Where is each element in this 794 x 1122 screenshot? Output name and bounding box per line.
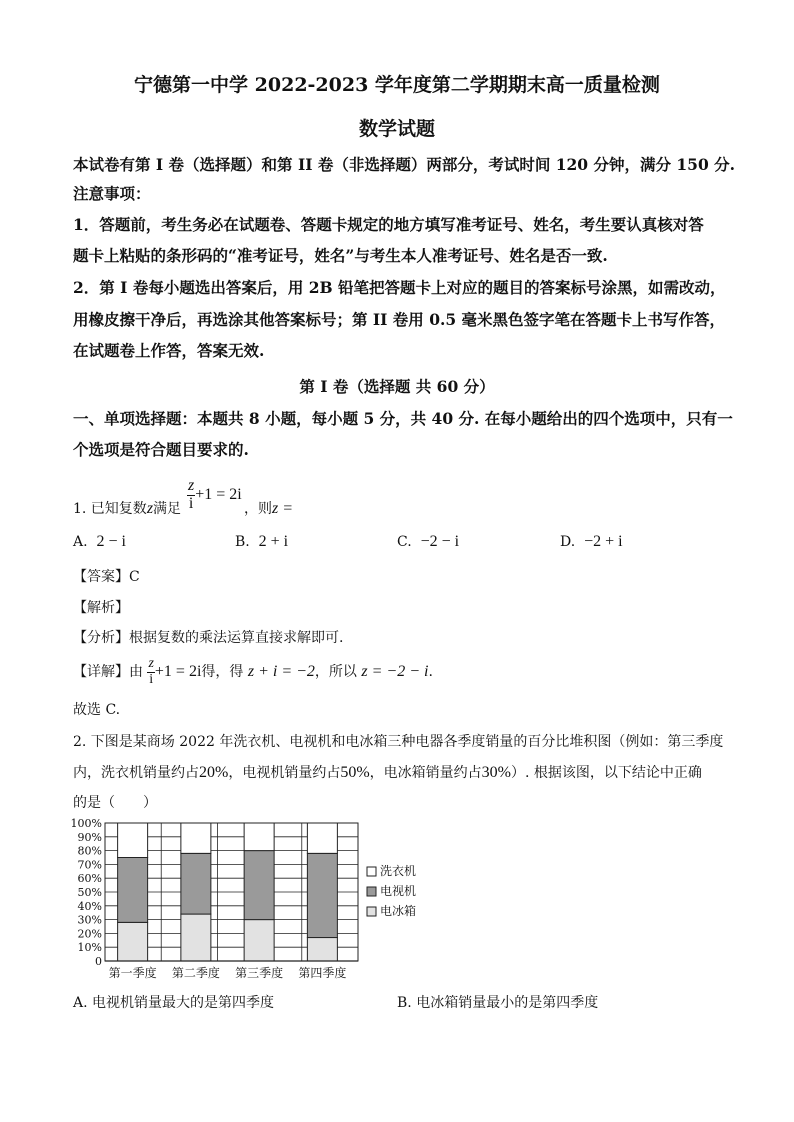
x-tick-label: 第三季度 bbox=[235, 966, 284, 980]
option-value: −2 + i bbox=[584, 533, 623, 550]
q1-var-z: z bbox=[146, 500, 154, 517]
detail-frac-num: z bbox=[148, 656, 154, 671]
y-tick-label: 50% bbox=[77, 886, 102, 899]
bar-segment-洗衣机 bbox=[244, 823, 274, 851]
notice-1-line-a: 1．答题前，考生务必在试题卷、答题卡规定的地方填写准考证号、姓名，考生要认真核对答 bbox=[73, 215, 704, 234]
q2-stem-a: 2. 下图是某商场 2022 年洗衣机、电视机和电冰箱三种电器各季度销量的百分比堆积图（例如：第三季度 bbox=[73, 734, 724, 750]
y-tick-label: 40% bbox=[77, 899, 102, 913]
q2-pct2: 50% bbox=[340, 764, 370, 781]
stacked-bar-chart bbox=[66, 815, 436, 985]
q2-pct1: 20% bbox=[199, 764, 229, 781]
bar-segment-洗衣机 bbox=[181, 823, 211, 853]
q1-option-c bbox=[397, 533, 459, 551]
bar-segment-电视机 bbox=[244, 851, 274, 920]
notice-heading: 注意事项： bbox=[73, 184, 151, 203]
detail-tag: 【详解】由 bbox=[73, 664, 143, 681]
y-tick-label: 100% bbox=[70, 817, 102, 830]
option-label: D. bbox=[560, 534, 576, 550]
q1-equation bbox=[187, 478, 242, 513]
intro-line: 本试卷有第 I 卷（选择题）和第 II 卷（非选择题）两部分，考试时间 120 分钟，满分 150 分. bbox=[73, 155, 736, 174]
x-tick-label: 第二季度 bbox=[171, 966, 220, 980]
legend-label: 洗衣机 bbox=[380, 864, 417, 878]
y-tick-label: 80% bbox=[77, 844, 102, 858]
legend-swatch bbox=[367, 907, 376, 916]
q1-answer: 【答案】C bbox=[73, 569, 140, 585]
q1-detail bbox=[73, 657, 433, 687]
detail-t2: ，所以 bbox=[314, 664, 357, 681]
q1-option-b bbox=[235, 533, 288, 551]
legend-swatch bbox=[367, 867, 376, 876]
q2-b2: ，电视机销量约占 bbox=[228, 765, 341, 781]
bar-segment-电冰箱 bbox=[307, 938, 337, 961]
option-label: C. bbox=[397, 534, 412, 550]
option-value: 2 − i bbox=[96, 533, 126, 550]
option-label: B. bbox=[397, 995, 412, 1011]
legend-label: 电冰箱 bbox=[380, 904, 417, 918]
y-tick-label: 70% bbox=[77, 858, 102, 872]
option-label: B. bbox=[235, 534, 250, 550]
legend-label: 电视机 bbox=[380, 884, 417, 898]
y-tick-label: 30% bbox=[77, 913, 102, 927]
q1-conclusion: 故选 C. bbox=[73, 702, 121, 718]
q1-analysis-tag: 【解析】 bbox=[73, 600, 129, 616]
q1-z-eq: z = bbox=[272, 500, 294, 517]
bar-segment-洗衣机 bbox=[307, 823, 337, 853]
section-heading: 第 I 卷（选择题 共 60 分） bbox=[299, 377, 495, 396]
detail-eq2: z + i = −2 bbox=[247, 663, 315, 681]
x-tick-label: 第四季度 bbox=[298, 966, 347, 980]
q1-mid: 满足 bbox=[153, 501, 182, 517]
option-value: 2 + i bbox=[258, 533, 289, 550]
legend-swatch bbox=[367, 887, 376, 896]
x-tick-label: 第一季度 bbox=[108, 966, 157, 980]
q2-b1: 内，洗衣机销量约占 bbox=[73, 765, 199, 781]
q2-option-b bbox=[397, 992, 598, 1012]
bar-segment-电冰箱 bbox=[244, 920, 274, 961]
bar-segment-电冰箱 bbox=[181, 914, 211, 961]
q1-prefix: 1. 已知复数 bbox=[73, 501, 147, 517]
q1-suffix-text: ，则 bbox=[244, 501, 272, 517]
bar-segment-洗衣机 bbox=[118, 823, 148, 858]
q1-option-a bbox=[73, 533, 126, 551]
notice-1-line-b: 题卡上粘贴的条形码的“准考证号，姓名”与考生本人准考证号、姓名是否一致. bbox=[73, 246, 608, 265]
exam-title: 宁德第一中学 2022-2023 学年度第二学期期末高一质量检测 bbox=[134, 74, 660, 96]
q1-frac-num: z bbox=[188, 477, 195, 494]
q1-suffix bbox=[244, 498, 293, 518]
q1-fenxi: 【分析】根据复数的乘法运算直接求解即可. bbox=[73, 630, 344, 646]
detail-eq3: z = −2 − i bbox=[361, 663, 429, 681]
q1-frac-den: i bbox=[188, 494, 194, 512]
detail-frac-den: i bbox=[149, 671, 154, 687]
y-tick-label: 60% bbox=[77, 872, 102, 886]
detail-eq1: +1 = 2i bbox=[154, 663, 202, 681]
q2-b4: ）. 根据该图，以下结论中正确 bbox=[510, 765, 702, 781]
q2-stem-b bbox=[73, 762, 702, 782]
q2-option-a bbox=[73, 992, 274, 1012]
bar-segment-电冰箱 bbox=[118, 922, 148, 961]
bar-segment-电视机 bbox=[118, 858, 148, 923]
notice-2-line-a: 2．第 I 卷每小题选出答案后，用 2B 铅笔把答题卡上对应的题目的答案标号涂黑，如需改动， bbox=[73, 278, 726, 297]
detail-end: . bbox=[428, 664, 433, 681]
q1-eq-rest: +1 = 2i bbox=[195, 485, 242, 503]
section-desc-a: 一、单项选择题：本题共 8 小题，每小题 5 分，共 40 分. 在每小题给出的四个选项中，只有一 bbox=[73, 409, 733, 428]
option-value: 电视机销量最大的是第四季度 bbox=[92, 995, 275, 1011]
y-tick-label: 90% bbox=[77, 830, 102, 844]
q2-stem-c: 的是（ ） bbox=[73, 795, 157, 811]
y-tick-label: 0 bbox=[95, 955, 102, 968]
option-label: A. bbox=[73, 995, 88, 1011]
option-value: −2 − i bbox=[420, 533, 460, 550]
bar-segment-电视机 bbox=[181, 853, 211, 914]
notice-2-line-b: 用橡皮擦干净后，再选涂其他答案标号；第 II 卷用 0.5 毫米黑色签字笔在答题卡上书写作答， bbox=[73, 310, 726, 329]
option-label: A. bbox=[73, 534, 88, 550]
detail-t1: 得，得 bbox=[201, 664, 244, 681]
q2-b3: ，电冰箱销量约占 bbox=[369, 765, 482, 781]
y-tick-label: 20% bbox=[77, 927, 102, 941]
exam-subtitle: 数学试题 bbox=[358, 118, 435, 140]
q1-option-d bbox=[560, 533, 623, 551]
q1-stem bbox=[73, 498, 181, 518]
y-tick-label: 10% bbox=[77, 941, 102, 955]
bar-segment-电视机 bbox=[307, 853, 337, 937]
option-value: 电冰箱销量最小的是第四季度 bbox=[416, 995, 599, 1011]
notice-2-line-c: 在试题卷上作答，答案无效. bbox=[73, 341, 265, 360]
section-desc-b: 个选项是符合题目要求的. bbox=[73, 440, 249, 459]
q2-pct3: 30% bbox=[481, 764, 511, 781]
